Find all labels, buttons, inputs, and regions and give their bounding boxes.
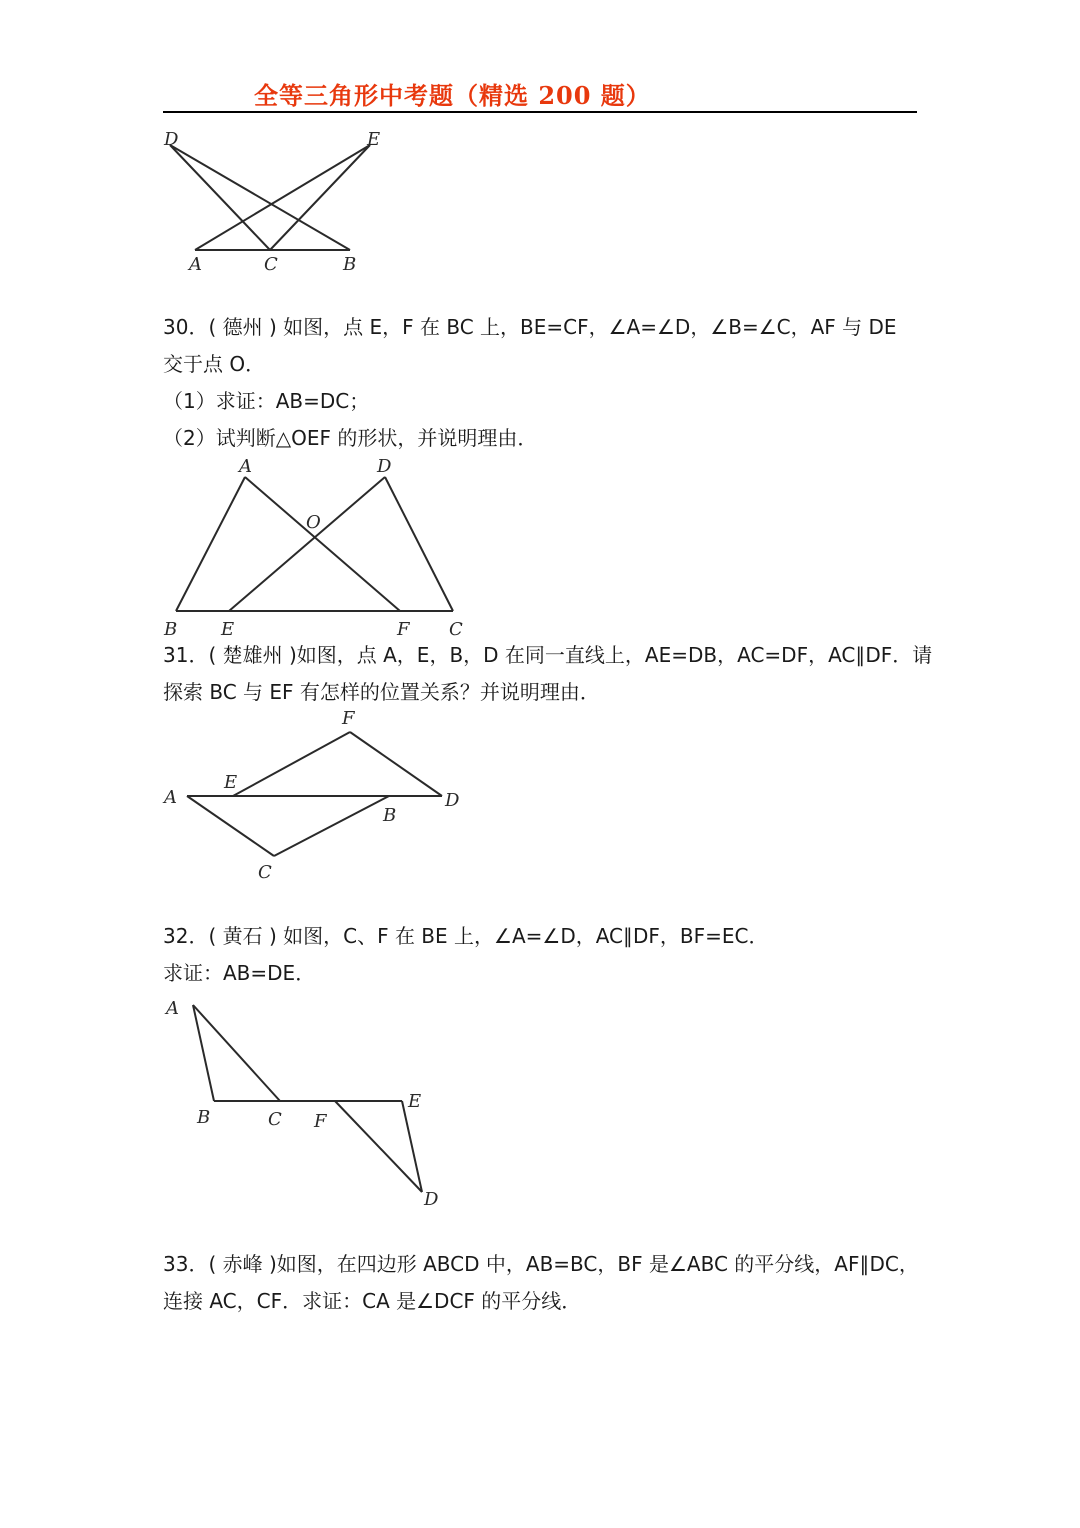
header-divider xyxy=(163,111,917,113)
label-O: O xyxy=(306,512,321,533)
label-C: C xyxy=(258,862,272,883)
problem-31-line-2: 探索 BC 与 EF 有怎样的位置关系？并说明理由． xyxy=(163,680,600,704)
label-B: B xyxy=(197,1107,211,1128)
segment-DC xyxy=(385,477,453,611)
label-F: F xyxy=(397,619,410,640)
label-D: D xyxy=(377,456,392,477)
segment-AC xyxy=(193,1005,280,1101)
label-E: E xyxy=(221,619,235,640)
problem-30-part-1: （1）求证：AB=DC； xyxy=(163,389,370,413)
problem-31-line-1: 31．( 楚雄州 )如图，点 A，E，B，D 在同一直线上，AE=DB，AC=DF，AC∥DF．请 xyxy=(163,643,933,667)
label-B: B xyxy=(164,619,178,640)
problem-33-line-1: 33．( 赤峰 )如图，在四边形 ABCD 中，AB=BC，BF 是∠ABC 的平分线，AF∥DC， xyxy=(163,1252,919,1276)
problem-30-line-2: 交于点 O． xyxy=(163,352,266,376)
document-header-title: 全等三角形中考题（精选 200 题） xyxy=(254,81,651,110)
label-D: D xyxy=(164,129,179,150)
problem-30-line-1: 30．( 德州 ) 如图，点 E，F 在 BC 上，BE=CF，∠A=∠D，∠B=∠C，AF 与 DE xyxy=(163,315,897,339)
label-D: D xyxy=(424,1189,439,1210)
label-E: E xyxy=(408,1091,422,1112)
label-A: A xyxy=(239,456,252,477)
segment-AB xyxy=(193,1005,214,1101)
segment-DB xyxy=(170,145,350,250)
label-E: E xyxy=(224,772,238,793)
problem-33-line-2: 连接 AC，CF．求证：CA 是∠DCF 的平分线． xyxy=(163,1289,582,1313)
segment-CB xyxy=(274,796,389,856)
problem-30-part-2: （2）试判断△OEF 的形状，并说明理由． xyxy=(163,426,538,450)
label-A: A xyxy=(189,254,202,275)
label-A: A xyxy=(166,998,179,1019)
segment-ED xyxy=(402,1101,422,1192)
problem-32-line-2: 求证：AB=DE． xyxy=(163,961,316,985)
label-E: E xyxy=(367,129,381,150)
label-D: D xyxy=(445,790,460,811)
label-F: F xyxy=(342,708,355,729)
figure-30 xyxy=(160,455,480,640)
label-C: C xyxy=(449,619,463,640)
segment-AB xyxy=(176,477,245,611)
label-C: C xyxy=(264,254,278,275)
figure-31 xyxy=(160,705,480,885)
segment-FD xyxy=(350,732,442,796)
label-C: C xyxy=(268,1109,282,1130)
label-B: B xyxy=(383,805,397,826)
label-A: A xyxy=(164,787,177,808)
label-B: B xyxy=(343,254,357,275)
figure-29 xyxy=(160,125,400,285)
segment-FD xyxy=(335,1101,422,1192)
segment-DE xyxy=(229,477,385,611)
segment-AF xyxy=(245,477,400,611)
figure-32 xyxy=(160,990,460,1215)
problem-32-line-1: 32．( 黄石 ) 如图，C、F 在 BE 上，∠A=∠D，AC∥DF，BF=EC． xyxy=(163,924,769,948)
segment-EC xyxy=(270,145,370,250)
segment-EF xyxy=(233,732,350,796)
label-F: F xyxy=(314,1111,327,1132)
segment-AC xyxy=(187,796,274,856)
